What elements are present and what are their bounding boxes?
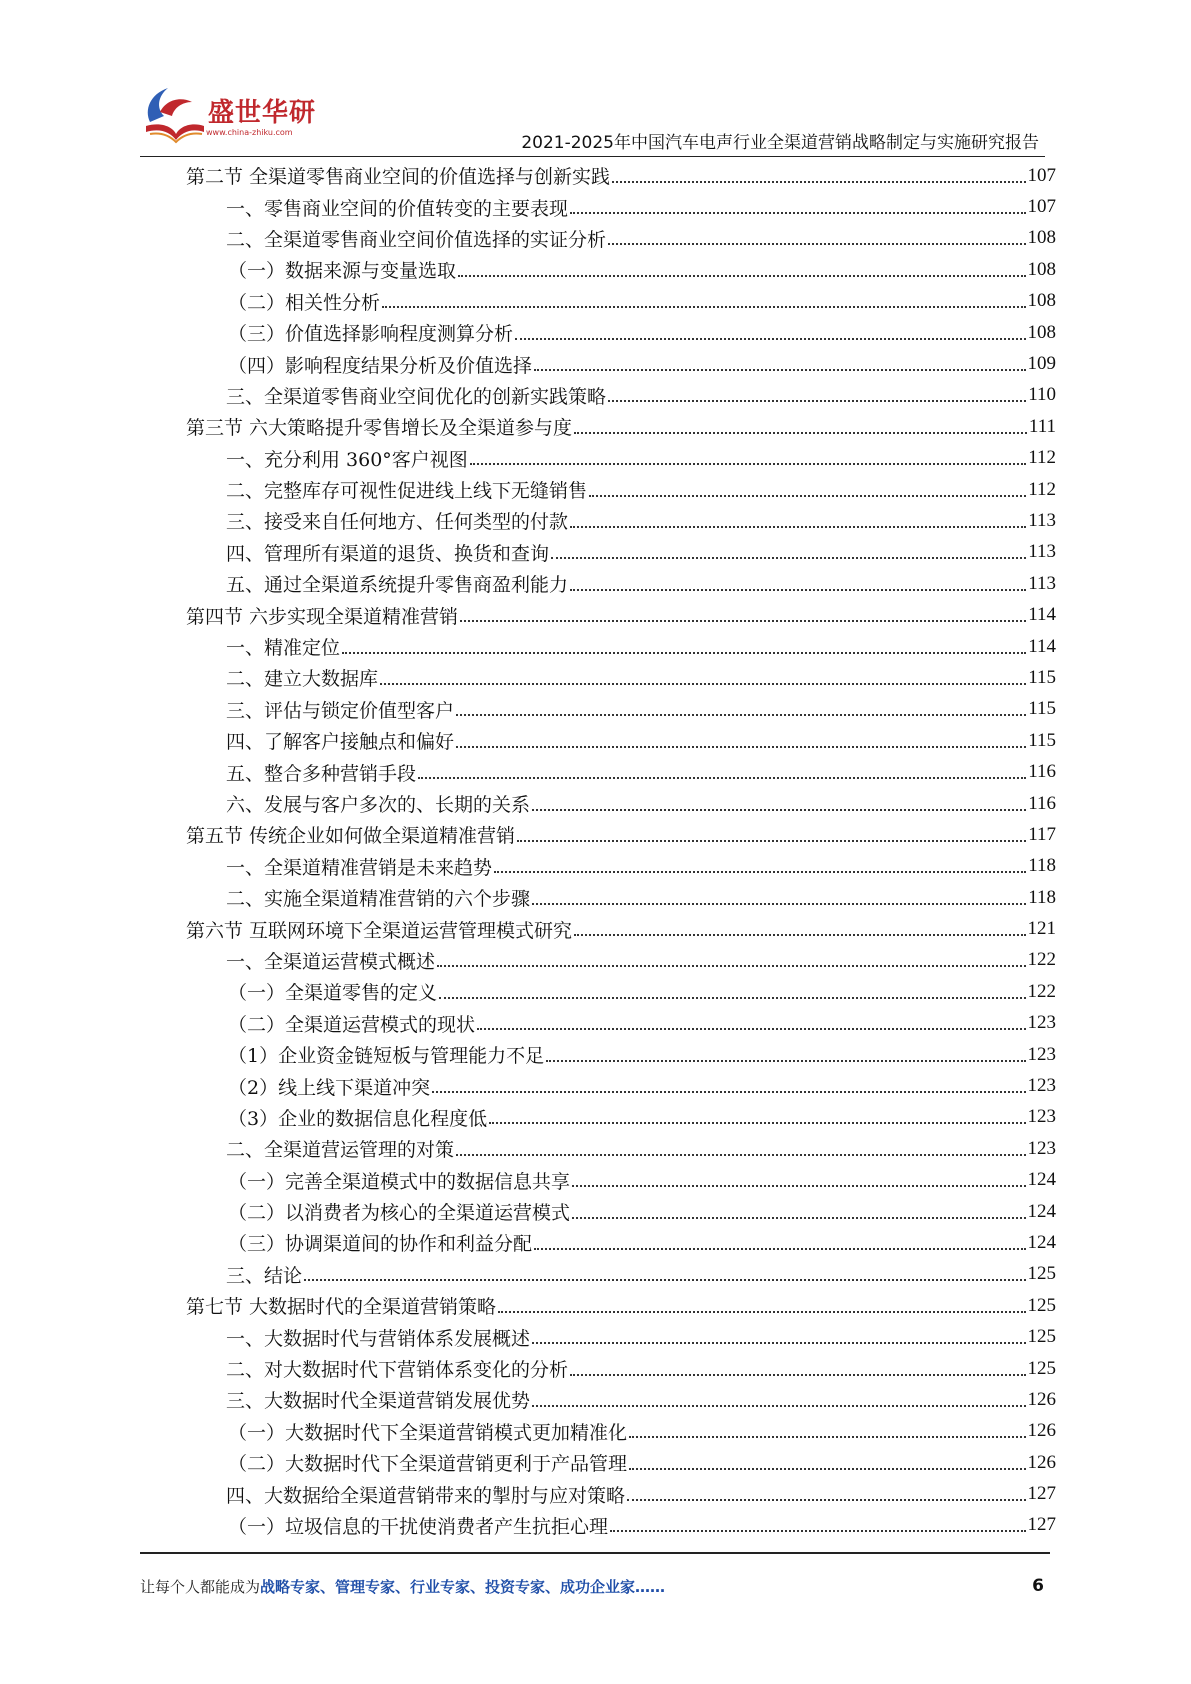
toc-entry-label: 二、实施全渠道精准营销的六个步骤 [226, 888, 531, 911]
toc-entry-page: 121 [1027, 918, 1056, 940]
toc-leader-dots [532, 809, 1026, 811]
toc-leader-dots [304, 1279, 1025, 1281]
toc-entry-page: 125 [1027, 1357, 1056, 1379]
logo-name: 盛世华研 [208, 98, 317, 128]
toc-leader-dots [432, 1091, 1025, 1093]
toc-leader-dots [456, 746, 1026, 748]
toc-leader-dots [456, 1154, 1025, 1156]
toc-entry-page: 110 [1028, 384, 1056, 406]
toc-entry-page: 107 [1027, 196, 1056, 218]
toc-entry[interactable] [186, 1447, 1056, 1478]
toc-leader-dots [574, 432, 1027, 434]
logo-mark-icon [140, 82, 210, 146]
toc-entry-label: 第二节 全渠道零售商业空间的价值选择与创新实践 [186, 166, 611, 189]
toc-entry-page: 109 [1027, 353, 1056, 375]
toc-leader-dots [532, 1342, 1025, 1344]
toc-leader-dots [608, 400, 1026, 402]
toc-leader-dots [437, 965, 1025, 967]
toc-leader-dots [610, 1530, 1025, 1532]
toc-entry-label: 三、接受来自任何地方、任何类型的付款 [226, 511, 569, 534]
toc-entry-label: （三）价值选择影响程度测算分析 [228, 323, 514, 346]
toc-entry-label: 一、全渠道精准营销是未来趋势 [226, 856, 493, 879]
toc-entry[interactable] [186, 1039, 1056, 1070]
toc-leader-dots [629, 1468, 1025, 1470]
toc-entry[interactable] [186, 223, 1056, 254]
toc-entry-label: （一）大数据时代下全渠道营销模式更加精准化 [228, 1421, 628, 1444]
toc-entry[interactable] [186, 443, 1056, 474]
toc-entry-label: （四）影响程度结果分析及价值选择 [228, 354, 533, 377]
toc-entry-label: 四、了解客户接触点和偏好 [226, 731, 455, 754]
header-divider [140, 156, 1045, 157]
toc-entry-label: （一）完善全渠道模式中的数据信息共享 [228, 1170, 571, 1193]
toc-entry-page: 122 [1027, 980, 1056, 1002]
toc-entry[interactable] [186, 317, 1056, 348]
toc-leader-dots [570, 589, 1026, 591]
toc-leader-dots [460, 620, 1026, 622]
toc-entry[interactable] [186, 1353, 1056, 1384]
toc-entry[interactable] [186, 1321, 1056, 1352]
toc-leader-dots [570, 526, 1026, 528]
toc-entry[interactable] [186, 1133, 1056, 1164]
toc-entry[interactable] [186, 254, 1056, 285]
toc-entry-label: 一、大数据时代与营销体系发展概述 [226, 1327, 531, 1350]
toc-entry-label: （一）数据来源与变量选取 [228, 260, 457, 283]
toc-leader-dots [589, 495, 1026, 497]
toc-entry[interactable] [186, 568, 1056, 599]
toc-entry-page: 124 [1027, 1231, 1056, 1253]
toc-entry-label: 一、精准定位 [226, 637, 341, 660]
toc-entry-page: 112 [1028, 447, 1056, 469]
toc-leader-dots [534, 369, 1025, 371]
toc-entry-label: 二、对大数据时代下营销体系变化的分析 [226, 1359, 569, 1382]
toc-entry-page: 114 [1028, 604, 1056, 626]
toc-entry[interactable] [186, 474, 1056, 505]
toc-entry[interactable] [186, 976, 1056, 1007]
toc-entry-page: 123 [1027, 1106, 1056, 1128]
toc-entry[interactable] [186, 1478, 1056, 1509]
toc-leader-dots [342, 652, 1026, 654]
toc-entry[interactable] [186, 788, 1056, 819]
toc-entry-page: 126 [1027, 1451, 1056, 1473]
toc-entry-label: 六、发展与客户多次的、长期的关系 [226, 794, 531, 816]
toc-entry-label: （一）垃圾信息的干扰使消费者产生抗拒心理 [228, 1515, 609, 1538]
toc-leader-dots [458, 275, 1025, 277]
page-number: 6 [1032, 1576, 1044, 1596]
toc-leader-dots [627, 1499, 1025, 1501]
toc-entry[interactable] [186, 380, 1056, 411]
toc-leader-dots [574, 934, 1025, 936]
toc-entry[interactable] [186, 1196, 1056, 1227]
toc-entry-label: 一、充分利用 360°客户视图 [226, 448, 468, 471]
report-title: 2021-2025年中国汽车电声行业全渠道营销战略制定与实施研究报告 [521, 133, 1039, 153]
toc-entry[interactable] [186, 945, 1056, 976]
toc-entry[interactable] [186, 882, 1056, 913]
toc-entry-label: 三、结论 [226, 1264, 303, 1287]
toc-entry[interactable] [186, 411, 1056, 442]
toc-leader-dots [494, 871, 1026, 873]
toc-entry[interactable] [186, 1070, 1056, 1101]
footer-slogan-lead: 让每个人都能成为 [140, 1578, 261, 1596]
toc-leader-dots [570, 1374, 1025, 1376]
toc-entry-label: （二）以消费者为核心的全渠道运营模式 [228, 1202, 571, 1225]
toc-entry-page: 123 [1027, 1075, 1056, 1097]
toc-leader-dots [551, 557, 1026, 559]
toc-entry[interactable] [186, 1102, 1056, 1133]
toc-entry[interactable] [186, 1259, 1056, 1290]
toc-entry[interactable] [186, 1008, 1056, 1039]
toc-entry-label: （一）全渠道零售的定义 [228, 982, 438, 1005]
toc-entry-page: 113 [1028, 509, 1056, 531]
toc-entry-label: （二）全渠道运营模式的现状 [228, 1013, 476, 1036]
toc-entry-label: 第四节 六步实现全渠道精准营销 [186, 605, 459, 628]
toc-entry-page: 124 [1027, 1200, 1056, 1222]
toc-entry-label: 三、评估与锁定价值型客户 [226, 699, 455, 722]
toc-entry[interactable] [186, 191, 1056, 222]
toc-leader-dots [439, 997, 1025, 999]
toc-leader-dots [534, 1248, 1025, 1250]
toc-leader-dots [470, 463, 1026, 465]
toc-entry-label: （2）线上线下渠道冲突 [228, 1076, 431, 1099]
toc-leader-dots [515, 338, 1025, 340]
toc-entry-label: （二）相关性分析 [228, 291, 381, 314]
toc-leader-dots [629, 1436, 1025, 1438]
toc-entry[interactable] [186, 1290, 1056, 1321]
toc-entry-page: 113 [1028, 541, 1056, 563]
toc-entry-page: 113 [1028, 572, 1056, 594]
toc-entry-label: 二、全渠道营运管理的对策 [226, 1139, 455, 1162]
toc-entry-page: 118 [1028, 855, 1056, 877]
footer-slogan-roles: 战略专家、管理专家、行业专家、投资专家、成功企业家…… [260, 1578, 666, 1596]
toc-entry-page: 116 [1028, 792, 1056, 814]
page-footer [140, 1576, 1050, 1600]
toc-entry-label: 三、大数据时代全渠道营销发展优势 [226, 1390, 531, 1413]
toc-entry-page: 108 [1027, 321, 1056, 343]
toc-entry-page: 127 [1027, 1514, 1056, 1536]
toc-leader-dots [517, 840, 1026, 842]
toc-entry-page: 117 [1028, 823, 1056, 845]
toc-leader-dots [546, 1060, 1025, 1062]
toc-entry-label: 二、完整库存可视性促进线上线下无缝销售 [226, 480, 588, 503]
toc-entry-page: 125 [1027, 1326, 1056, 1348]
toc-entry[interactable] [186, 1510, 1056, 1541]
toc-entry-page: 108 [1027, 258, 1056, 280]
toc-leader-dots [382, 306, 1025, 308]
toc-entry[interactable] [186, 160, 1056, 191]
toc-entry-page: 123 [1027, 1043, 1056, 1065]
toc-entry-page: 111 [1028, 415, 1056, 437]
toc-leader-dots [477, 1028, 1025, 1030]
toc-entry[interactable] [186, 725, 1056, 756]
toc-entry-label: 五、整合多种营销手段 [226, 762, 417, 785]
toc-entry-label: 一、全渠道运营模式概述 [226, 950, 436, 973]
toc-entry[interactable] [186, 348, 1056, 379]
toc-entry-page: 108 [1027, 290, 1056, 312]
toc-entry-page: 118 [1028, 886, 1056, 908]
toc-leader-dots [572, 1217, 1025, 1219]
toc-entry-page: 122 [1027, 949, 1056, 971]
toc-entry-label: 四、管理所有渠道的退货、换货和查询 [226, 542, 550, 565]
toc-entry[interactable] [186, 631, 1056, 662]
toc-entry-page: 115 [1028, 666, 1056, 688]
toc-entry-label: 四、大数据给全渠道营销带来的掣肘与应对策略 [226, 1484, 626, 1507]
toc-entry[interactable] [186, 505, 1056, 536]
toc-entry-page: 107 [1027, 164, 1056, 186]
toc-entry[interactable] [186, 756, 1056, 787]
toc-entry-label: 第三节 六大策略提升零售增长及全渠道参与度 [186, 417, 573, 440]
toc-entry-page: 125 [1027, 1263, 1056, 1285]
toc-leader-dots [498, 1311, 1025, 1313]
toc-entry[interactable] [186, 1416, 1056, 1447]
toc-entry[interactable] [186, 537, 1056, 568]
toc-entry-page: 126 [1027, 1420, 1056, 1442]
toc-entry-page: 126 [1027, 1388, 1056, 1410]
toc-entry-label: （1）企业资金链短板与管理能力不足 [228, 1045, 545, 1068]
toc-leader-dots [532, 903, 1026, 905]
toc-entry[interactable] [186, 286, 1056, 317]
toc-leader-dots [489, 1122, 1025, 1124]
toc-entry[interactable] [186, 662, 1056, 693]
company-logo [140, 82, 320, 152]
toc-entry-page: 114 [1028, 635, 1056, 657]
toc-entry-label: 三、全渠道零售商业空间优化的创新实践策略 [226, 385, 607, 408]
toc-leader-dots [532, 1405, 1025, 1407]
page-header [0, 0, 1191, 160]
toc-entry-page: 127 [1027, 1483, 1056, 1505]
toc-entry[interactable] [186, 599, 1056, 630]
toc-entry-label: 五、通过全渠道系统提升零售商盈利能力 [226, 574, 569, 597]
toc-entry-label: （二）大数据时代下全渠道营销更利于产品管理 [228, 1453, 628, 1476]
toc-entry-label: 第七节 大数据时代的全渠道营销策略 [186, 1296, 497, 1319]
toc-leader-dots [572, 1185, 1025, 1187]
toc-entry-page: 123 [1027, 1137, 1056, 1159]
toc-entry[interactable] [186, 1384, 1056, 1415]
toc-leader-dots [570, 212, 1025, 214]
toc-entry-page: 123 [1027, 1012, 1056, 1034]
toc-entry[interactable] [186, 913, 1056, 944]
toc-leader-dots [608, 243, 1025, 245]
table-of-contents [186, 160, 1056, 1541]
toc-entry-page: 125 [1027, 1294, 1056, 1316]
toc-leader-dots [612, 181, 1025, 183]
toc-entry[interactable] [186, 1227, 1056, 1258]
toc-leader-dots [418, 777, 1026, 779]
toc-entry-page: 124 [1027, 1169, 1056, 1191]
toc-leader-dots [380, 683, 1026, 685]
toc-entry-page: 112 [1028, 478, 1056, 500]
toc-entry-label: （3）企业的数据信息化程度低 [228, 1107, 488, 1130]
toc-entry-label: 第五节 传统企业如何做全渠道精准营销 [186, 825, 516, 848]
toc-entry-page: 115 [1028, 729, 1056, 751]
toc-entry-label: （三）协调渠道间的协作和利益分配 [228, 1233, 533, 1256]
toc-entry-page: 108 [1027, 227, 1056, 249]
toc-leader-dots [456, 714, 1026, 716]
toc-entry-label: 二、全渠道零售商业空间价值选择的实证分析 [226, 228, 607, 251]
logo-url: www.china-zhiku.com [206, 128, 293, 137]
toc-entry-label: 二、建立大数据库 [226, 668, 379, 691]
toc-entry-page: 115 [1028, 698, 1056, 720]
toc-entry-label: 一、零售商业空间的价值转变的主要表现 [226, 197, 569, 220]
toc-entry[interactable] [186, 694, 1056, 725]
toc-entry[interactable] [186, 819, 1056, 850]
toc-entry-page: 116 [1028, 761, 1056, 783]
footer-divider [140, 1552, 1050, 1554]
toc-entry[interactable] [186, 1165, 1056, 1196]
toc-entry[interactable] [186, 851, 1056, 882]
toc-entry-label: 第六节 互联网环境下全渠道运营管理模式研究 [186, 919, 573, 942]
